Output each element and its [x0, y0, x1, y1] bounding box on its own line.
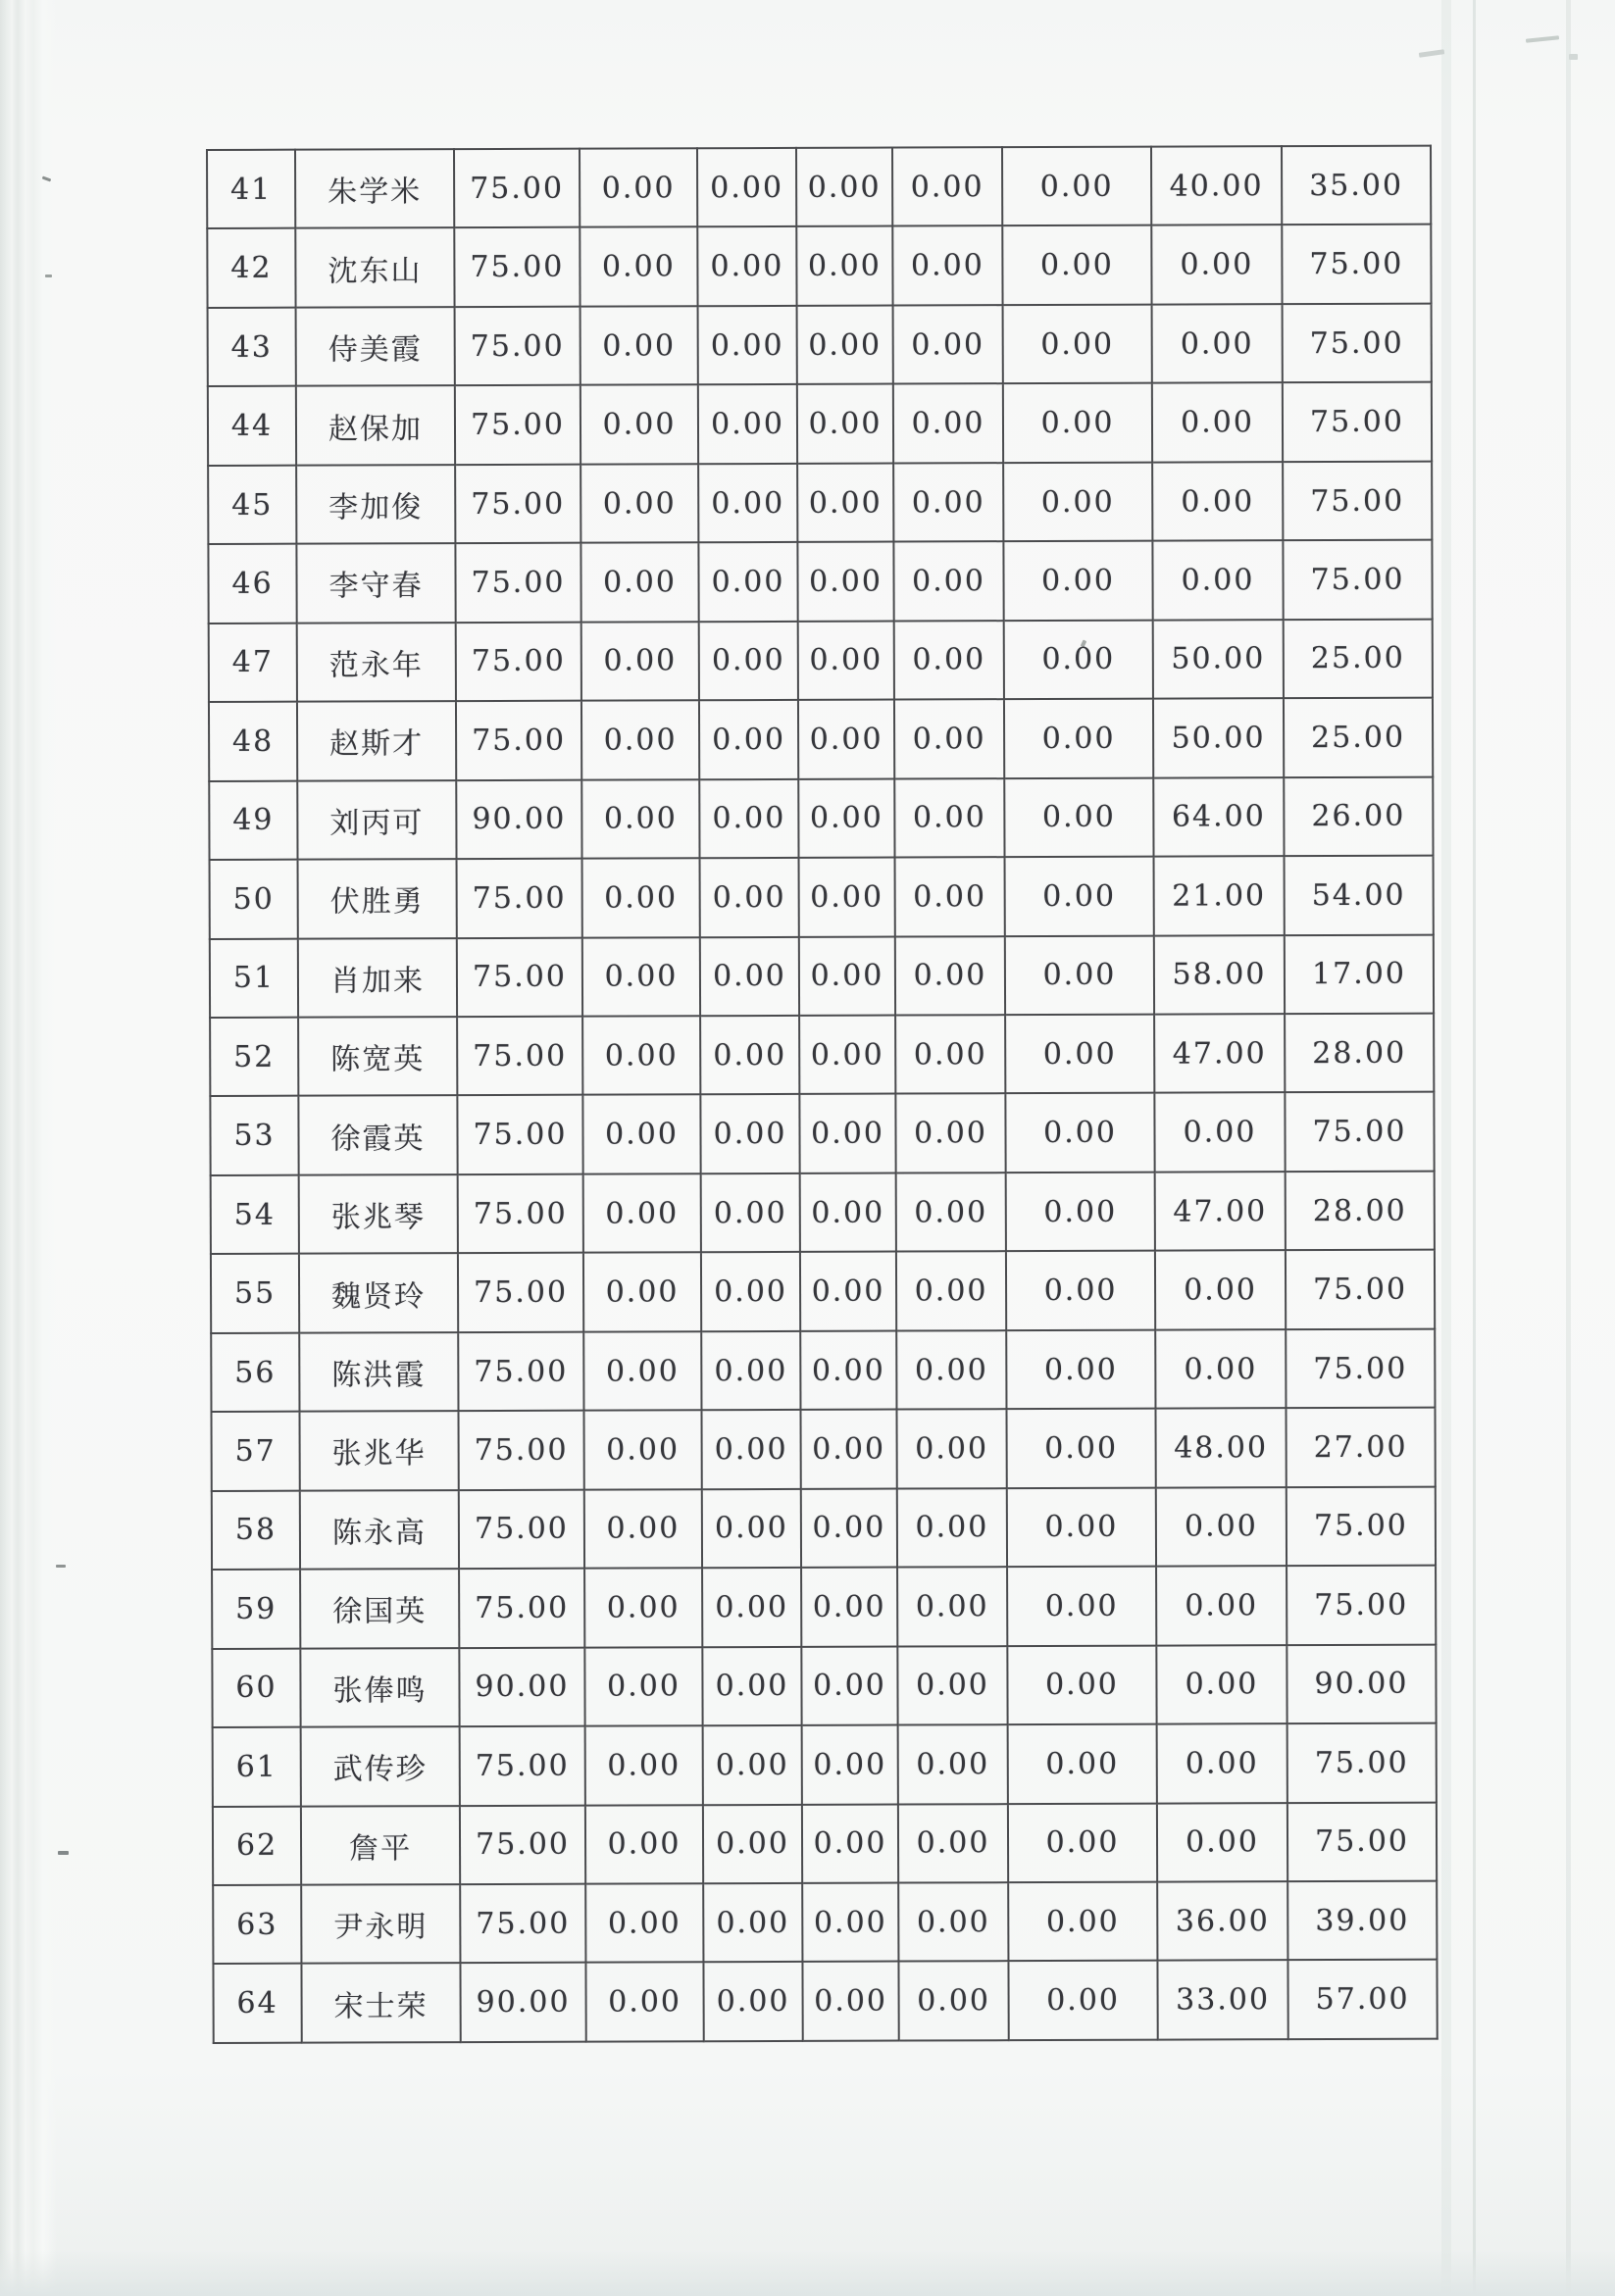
- value-cell: 54.00: [1285, 856, 1434, 935]
- value-cell: 0.00: [1151, 225, 1282, 305]
- value-cell: 75.00: [456, 701, 581, 780]
- value-cell: 0.00: [898, 1724, 1008, 1804]
- value-cell: 0.00: [797, 463, 893, 542]
- value-cell: 0.00: [893, 384, 1003, 464]
- value-cell: 90.00: [459, 1647, 584, 1726]
- value-cell: 0.00: [580, 385, 698, 465]
- value-cell: 0.00: [797, 384, 893, 464]
- value-cell: 17.00: [1285, 934, 1434, 1014]
- value-cell: 75.00: [459, 1569, 584, 1648]
- value-cell: 0.00: [1006, 1251, 1155, 1330]
- value-cell: 75.00: [455, 385, 580, 465]
- row-number-cell: 63: [213, 1885, 301, 1965]
- value-cell: 0.00: [703, 1725, 802, 1805]
- value-cell: 0.00: [584, 1647, 702, 1726]
- value-cell: 0.00: [1008, 1882, 1157, 1962]
- value-cell: 0.00: [585, 1725, 703, 1805]
- value-cell: 0.00: [1002, 225, 1151, 305]
- value-cell: 0.00: [895, 936, 1005, 1016]
- value-cell: 0.00: [580, 306, 698, 385]
- page-bottom-shadow: [0, 2251, 1615, 2296]
- value-cell: 0.00: [800, 1252, 896, 1331]
- value-cell: 0.00: [1155, 1251, 1286, 1330]
- value-cell: 75.00: [458, 1174, 583, 1254]
- value-cell: 0.00: [799, 858, 895, 937]
- value-cell: 0.00: [703, 1962, 802, 2041]
- value-cell: 0.00: [800, 1330, 896, 1410]
- row-number-cell: 44: [208, 386, 296, 466]
- value-cell: 0.00: [892, 147, 1002, 226]
- value-cell: 0.00: [896, 1252, 1006, 1331]
- name-cell: 武传珍: [301, 1726, 460, 1806]
- value-cell: 75.00: [460, 1884, 585, 1964]
- name-cell: 尹永明: [301, 1884, 460, 1964]
- table-row: [210, 934, 1434, 1018]
- value-cell: 0.00: [801, 1488, 897, 1568]
- name-cell: 朱学米: [295, 149, 454, 228]
- value-cell: 0.00: [1003, 462, 1152, 541]
- name-cell: 肖加来: [298, 938, 457, 1018]
- score-table-wrapper: [206, 145, 1437, 2044]
- value-cell: 0.00: [894, 621, 1004, 700]
- scan-streak: [1566, 0, 1571, 2296]
- value-cell: 0.00: [585, 1963, 703, 2042]
- value-cell: 0.00: [1006, 1173, 1155, 1252]
- table-row: [213, 1881, 1437, 1965]
- value-cell: 0.00: [893, 541, 1003, 621]
- name-cell: 范永年: [297, 623, 456, 702]
- value-cell: 58.00: [1154, 935, 1285, 1015]
- value-cell: 75.00: [1283, 461, 1432, 540]
- value-cell: 75.00: [1286, 1250, 1435, 1329]
- value-cell: 0.00: [700, 1094, 799, 1173]
- table-row: [210, 1014, 1434, 1097]
- row-number-cell: 46: [208, 544, 296, 624]
- row-number-cell: 51: [210, 938, 298, 1018]
- name-cell: 侍美霞: [296, 307, 455, 386]
- value-cell: 0.00: [1156, 1566, 1287, 1645]
- table-row: [212, 1486, 1436, 1570]
- value-cell: 0.00: [581, 779, 699, 859]
- value-cell: 75.00: [1287, 1566, 1436, 1645]
- value-cell: 90.00: [1287, 1644, 1436, 1723]
- scan-speck: [58, 1851, 69, 1855]
- row-number-cell: 55: [211, 1254, 299, 1333]
- value-cell: 0.00: [798, 778, 894, 858]
- value-cell: 0.00: [1005, 857, 1154, 936]
- value-cell: 0.00: [896, 1409, 1006, 1488]
- value-cell: 75.00: [458, 1253, 583, 1332]
- value-cell: 0.00: [702, 1568, 801, 1647]
- value-cell: 75.00: [1283, 304, 1432, 383]
- value-cell: 0.00: [701, 1173, 800, 1253]
- row-number-cell: 48: [209, 702, 297, 781]
- value-cell: 0.00: [1005, 935, 1154, 1015]
- value-cell: 0.00: [1156, 1645, 1287, 1724]
- row-number-cell: 50: [210, 860, 298, 939]
- value-cell: 0.00: [1152, 540, 1283, 620]
- value-cell: 0.00: [1002, 147, 1151, 226]
- value-cell: 0.00: [702, 1489, 801, 1569]
- scan-streak: [1441, 0, 1451, 2296]
- value-cell: 0.00: [699, 779, 798, 859]
- value-cell: 0.00: [893, 305, 1003, 384]
- table-row: [209, 619, 1433, 702]
- table-row: [208, 382, 1432, 466]
- value-cell: 0.00: [895, 1015, 1005, 1094]
- row-number-cell: 64: [213, 1964, 301, 2043]
- value-cell: 0.00: [582, 1095, 700, 1174]
- value-cell: 0.00: [896, 1173, 1006, 1252]
- name-cell: 陈洪霞: [299, 1332, 458, 1412]
- name-cell: 张兆琴: [299, 1174, 458, 1254]
- name-cell: 刘丙可: [297, 780, 456, 860]
- value-cell: 0.00: [580, 464, 698, 543]
- row-number-cell: 61: [213, 1727, 301, 1807]
- name-cell: 伏胜勇: [298, 859, 457, 938]
- value-cell: 0.00: [699, 700, 798, 779]
- value-cell: 0.00: [580, 148, 697, 227]
- table-row: [212, 1644, 1436, 1727]
- value-cell: 0.00: [698, 306, 797, 385]
- value-cell: 0.00: [1004, 777, 1153, 857]
- value-cell: 0.00: [897, 1646, 1007, 1725]
- value-cell: 25.00: [1284, 619, 1433, 698]
- value-cell: 0.00: [582, 937, 700, 1017]
- value-cell: 0.00: [1007, 1487, 1156, 1567]
- value-cell: 0.00: [800, 1410, 896, 1489]
- row-number-cell: 47: [209, 623, 297, 702]
- value-cell: 0.00: [580, 543, 698, 623]
- scan-speck: [45, 275, 52, 277]
- value-cell: 75.00: [457, 937, 582, 1017]
- value-cell: 0.00: [1003, 541, 1152, 621]
- name-cell: 赵斯才: [297, 701, 456, 780]
- value-cell: 75.00: [1287, 1486, 1436, 1566]
- value-cell: 0.00: [1008, 1803, 1157, 1882]
- row-number-cell: 60: [212, 1648, 300, 1727]
- table-row: [212, 1566, 1436, 1649]
- table-row: [208, 540, 1432, 624]
- value-cell: 0.00: [796, 226, 892, 306]
- table-row: [207, 225, 1431, 308]
- value-cell: 47.00: [1154, 1014, 1285, 1093]
- row-number-cell: 56: [211, 1332, 299, 1412]
- value-cell: 0.00: [895, 857, 1005, 936]
- value-cell: 0.00: [898, 1882, 1008, 1962]
- name-cell: 陈永高: [300, 1490, 459, 1570]
- value-cell: 0.00: [583, 1173, 701, 1253]
- value-cell: 75.00: [459, 1489, 584, 1569]
- value-cell: 0.00: [898, 1804, 1008, 1883]
- value-cell: 90.00: [456, 779, 581, 859]
- value-cell: 0.00: [801, 1568, 897, 1647]
- value-cell: 0.00: [1004, 699, 1153, 778]
- value-cell: 75.00: [458, 1411, 583, 1490]
- value-cell: 0.00: [584, 1489, 702, 1569]
- value-cell: 26.00: [1284, 776, 1433, 856]
- value-cell: 0.00: [895, 1094, 1005, 1173]
- value-cell: 0.00: [1003, 305, 1152, 384]
- name-cell: 陈宽英: [298, 1017, 457, 1096]
- value-cell: 0.00: [583, 1331, 701, 1411]
- value-cell: 75.00: [457, 1017, 582, 1096]
- value-cell: 47.00: [1155, 1172, 1286, 1251]
- name-cell: 赵保加: [296, 385, 455, 465]
- value-cell: 57.00: [1287, 1960, 1437, 2039]
- value-cell: 0.00: [701, 1331, 800, 1411]
- value-cell: 0.00: [702, 1646, 801, 1725]
- table-row: [213, 1802, 1437, 1885]
- value-cell: 0.00: [1152, 304, 1283, 383]
- value-cell: 28.00: [1286, 1172, 1435, 1251]
- value-cell: 75.00: [1287, 1802, 1437, 1881]
- scan-smudge: [1526, 35, 1559, 43]
- value-cell: 0.00: [892, 226, 1002, 306]
- value-cell: 75.00: [1282, 225, 1431, 304]
- value-cell: 0.00: [700, 858, 799, 937]
- value-cell: 0.00: [584, 1568, 702, 1647]
- value-cell: 75.00: [460, 1805, 585, 1884]
- value-cell: 90.00: [460, 1963, 585, 2042]
- row-number-cell: 41: [207, 150, 295, 229]
- value-cell: 0.00: [697, 226, 796, 306]
- table-row: [213, 1960, 1437, 2043]
- value-cell: 48.00: [1155, 1408, 1286, 1487]
- value-cell: 0.00: [797, 542, 893, 622]
- name-cell: 宋士荣: [301, 1964, 460, 2043]
- name-cell: 沈东山: [295, 228, 454, 308]
- value-cell: 0.00: [698, 384, 797, 464]
- value-cell: 0.00: [796, 148, 892, 227]
- value-cell: 0.00: [581, 622, 699, 701]
- row-number-cell: 62: [213, 1806, 301, 1885]
- value-cell: 36.00: [1157, 1881, 1287, 1961]
- value-cell: 0.00: [893, 463, 1003, 542]
- table-body: [207, 146, 1438, 2043]
- value-cell: 75.00: [456, 622, 581, 701]
- value-cell: 0.00: [799, 1094, 895, 1173]
- value-cell: 0.00: [583, 1253, 701, 1332]
- value-cell: 28.00: [1285, 1014, 1434, 1093]
- value-cell: 0.00: [698, 464, 797, 543]
- table-row: [211, 1250, 1435, 1333]
- table-row: [211, 1408, 1435, 1491]
- value-cell: 0.00: [703, 1804, 802, 1883]
- row-number-cell: 43: [208, 308, 296, 387]
- value-cell: 0.00: [798, 700, 894, 779]
- value-cell: 21.00: [1154, 856, 1285, 935]
- name-cell: 徐国英: [300, 1569, 459, 1648]
- value-cell: 0.00: [1003, 383, 1152, 463]
- row-number-cell: 52: [210, 1018, 298, 1097]
- scan-streak: [1473, 0, 1476, 2296]
- value-cell: 0.00: [898, 1962, 1008, 2041]
- table-row: [211, 1328, 1435, 1412]
- table-row: [209, 698, 1433, 781]
- value-cell: 0.00: [1008, 1724, 1157, 1804]
- value-cell: 0.00: [1154, 1093, 1285, 1173]
- value-cell: 0.00: [1007, 1645, 1156, 1724]
- value-cell: 0.00: [1004, 620, 1153, 699]
- value-cell: 0.00: [699, 622, 798, 701]
- value-cell: 0.00: [802, 1962, 898, 2041]
- row-number-cell: 45: [208, 465, 296, 544]
- value-cell: 75.00: [458, 1331, 583, 1411]
- name-cell: 李加俊: [296, 465, 455, 544]
- value-cell: 75.00: [1283, 382, 1432, 462]
- page-left-edge-shadow: [0, 0, 57, 2296]
- value-cell: 0.00: [698, 542, 797, 622]
- value-cell: 75.00: [457, 1095, 582, 1174]
- value-cell: 0.00: [897, 1567, 1007, 1646]
- value-cell: 35.00: [1282, 146, 1431, 225]
- table-row: [209, 776, 1433, 860]
- value-cell: 0.00: [700, 1016, 799, 1095]
- value-cell: 0.00: [1152, 383, 1283, 463]
- name-cell: 张俸鸣: [300, 1648, 459, 1727]
- value-cell: 0.00: [701, 1252, 800, 1331]
- value-cell: 0.00: [700, 936, 799, 1016]
- row-number-cell: 53: [210, 1096, 298, 1175]
- row-number-cell: 42: [207, 228, 295, 308]
- value-cell: 0.00: [1006, 1409, 1155, 1488]
- value-cell: 75.00: [455, 464, 580, 543]
- value-cell: 0.00: [1008, 1961, 1157, 2040]
- value-cell: 75.00: [1287, 1723, 1437, 1803]
- score-table: [206, 145, 1438, 2044]
- value-cell: 0.00: [896, 1330, 1006, 1410]
- table-row: [207, 146, 1431, 229]
- value-cell: 0.00: [585, 1805, 703, 1884]
- value-cell: 50.00: [1153, 698, 1284, 777]
- value-cell: 0.00: [799, 936, 895, 1016]
- name-cell: 李守春: [296, 543, 455, 623]
- value-cell: 0.00: [581, 700, 699, 779]
- table-row: [208, 461, 1432, 544]
- scan-smudge: [1569, 54, 1578, 60]
- value-cell: 75.00: [455, 543, 580, 623]
- value-cell: 0.00: [802, 1883, 898, 1963]
- value-cell: 0.00: [1005, 1015, 1154, 1094]
- value-cell: 0.00: [798, 621, 894, 700]
- name-cell: 詹平: [301, 1806, 460, 1885]
- value-cell: 0.00: [703, 1883, 802, 1963]
- value-cell: 0.00: [799, 1016, 895, 1095]
- value-cell: 75.00: [454, 149, 580, 228]
- value-cell: 75.00: [455, 307, 580, 386]
- value-cell: 0.00: [1156, 1487, 1287, 1567]
- value-cell: 0.00: [802, 1804, 898, 1883]
- value-cell: 75.00: [1286, 1328, 1435, 1408]
- name-cell: 张兆华: [299, 1411, 458, 1490]
- row-number-cell: 57: [211, 1412, 299, 1491]
- value-cell: 0.00: [1157, 1803, 1287, 1882]
- value-cell: 0.00: [697, 148, 796, 227]
- value-cell: 39.00: [1287, 1881, 1437, 1961]
- value-cell: 33.00: [1157, 1961, 1287, 2040]
- table-row: [210, 1092, 1434, 1175]
- value-cell: 0.00: [802, 1725, 898, 1805]
- table-row: [210, 856, 1434, 939]
- value-cell: 0.00: [1006, 1329, 1155, 1409]
- table-row: [208, 304, 1432, 387]
- value-cell: 0.00: [1157, 1723, 1287, 1803]
- value-cell: 75.00: [1283, 540, 1432, 620]
- row-number-cell: 59: [212, 1570, 300, 1649]
- value-cell: 75.00: [1285, 1092, 1434, 1172]
- row-number-cell: 49: [209, 780, 297, 860]
- value-cell: 40.00: [1151, 146, 1282, 225]
- value-cell: 0.00: [1007, 1567, 1156, 1646]
- value-cell: 0.00: [894, 699, 1004, 778]
- value-cell: 27.00: [1286, 1408, 1435, 1487]
- value-cell: 0.00: [897, 1488, 1007, 1568]
- value-cell: 0.00: [1005, 1093, 1154, 1173]
- value-cell: 0.00: [1155, 1329, 1286, 1409]
- value-cell: 0.00: [582, 858, 700, 937]
- value-cell: 0.00: [797, 305, 893, 384]
- name-cell: 徐霞英: [298, 1096, 457, 1175]
- row-number-cell: 58: [212, 1490, 300, 1570]
- value-cell: 0.00: [800, 1173, 896, 1252]
- table-row: [211, 1172, 1435, 1255]
- value-cell: 75.00: [454, 227, 580, 307]
- value-cell: 0.00: [580, 227, 697, 307]
- table-row: [213, 1723, 1437, 1807]
- value-cell: 75.00: [460, 1726, 585, 1806]
- value-cell: 0.00: [894, 778, 1004, 858]
- scan-speck: [56, 1565, 66, 1568]
- value-cell: 75.00: [457, 859, 582, 938]
- value-cell: 0.00: [801, 1646, 897, 1725]
- value-cell: 50.00: [1153, 620, 1284, 699]
- value-cell: 0.00: [585, 1883, 703, 1963]
- name-cell: 魏贤玲: [299, 1253, 458, 1332]
- value-cell: 0.00: [1152, 462, 1283, 541]
- value-cell: 0.00: [701, 1410, 800, 1489]
- value-cell: 64.00: [1153, 777, 1284, 857]
- row-number-cell: 54: [211, 1175, 299, 1255]
- value-cell: 0.00: [583, 1410, 701, 1489]
- value-cell: 25.00: [1284, 698, 1433, 777]
- value-cell: 0.00: [582, 1016, 700, 1095]
